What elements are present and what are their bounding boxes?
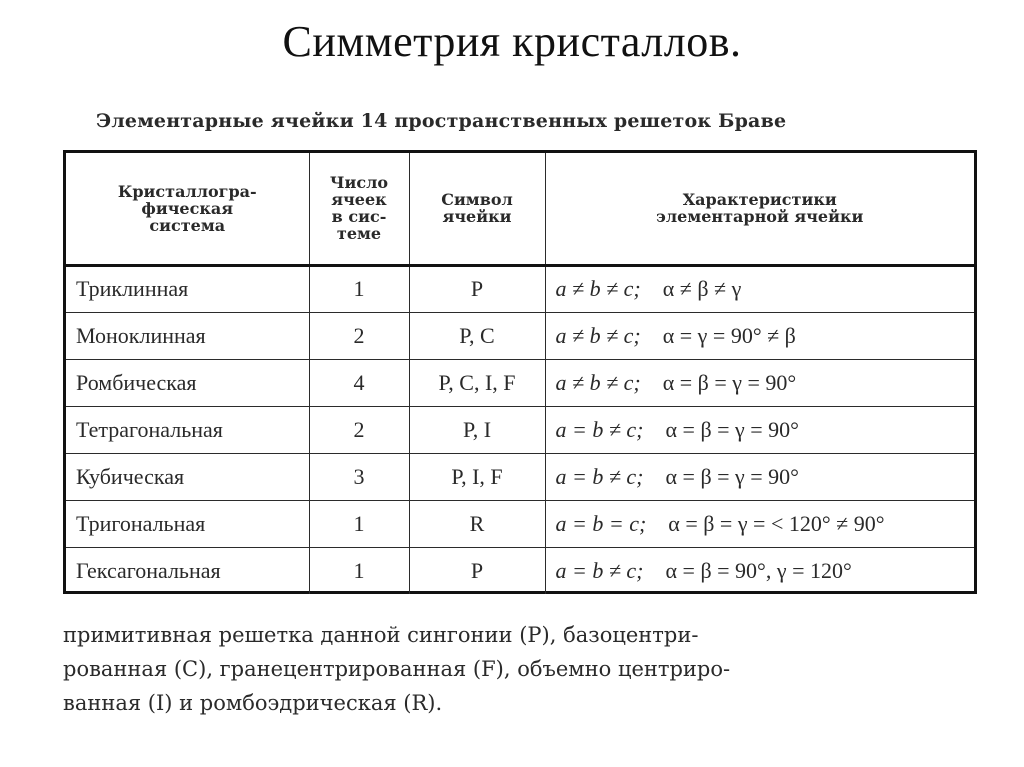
cell-angles: α = γ = 90° ≠ β (662, 322, 796, 348)
cell-symbol: P (409, 265, 545, 312)
cell-count: 3 (309, 453, 409, 500)
cell-system: Моноклинная (66, 312, 309, 359)
cell-count: 4 (309, 359, 409, 406)
cell-count: 1 (309, 547, 409, 594)
cell-characteristics (545, 453, 974, 500)
cell-symbol: P (409, 547, 545, 594)
edge-lengths: a = b = c; (555, 510, 647, 536)
edge-lengths: a ≠ b ≠ c; (555, 322, 641, 348)
table-body (66, 265, 974, 594)
header-symbol: Символ ячейки (409, 153, 545, 265)
cell-characteristics (545, 406, 974, 453)
cell-count: 1 (309, 265, 409, 312)
header-system: Кристаллогра- фическая система (66, 153, 309, 265)
cell-system: Тригональная (66, 500, 309, 547)
footnote-text: примитивная решетка данной сингонии (P), базоцентри- рованная (C), гранецентрированная (F), объемно центриро- ванная (I) и ромбоэдрическая (R). (63, 623, 731, 715)
edge-lengths: a ≠ b ≠ c; (555, 369, 641, 395)
edge-lengths: a = b ≠ c; (555, 463, 644, 489)
cell-count: 1 (309, 500, 409, 547)
cell-characteristics (545, 547, 974, 594)
cell-system: Тетрагональная (66, 406, 309, 453)
cell-angles: α = β = 90°, γ = 120° (665, 557, 852, 583)
cell-system: Кубическая (66, 453, 309, 500)
table-row (66, 547, 974, 594)
table-caption: Элементарные ячейки 14 пространственных решеток Браве (96, 110, 787, 132)
bravais-table-frame (63, 150, 977, 594)
cell-characteristics (545, 359, 974, 406)
slide-title: Симметрия кристаллов. (282, 17, 742, 66)
cell-angles: α ≠ β ≠ γ (662, 276, 742, 301)
edge-lengths: a = b ≠ c; (555, 557, 644, 583)
cell-angles: α = β = γ = < 120° ≠ 90° (668, 510, 885, 536)
header-characteristics: Характеристики элементарной ячейки (545, 153, 974, 265)
cell-angles: α = β = γ = 90° (662, 369, 797, 395)
table-row (66, 265, 974, 312)
cell-symbol: P, I, F (409, 453, 545, 500)
cell-count: 2 (309, 406, 409, 453)
header-count: Число ячеек в сис- теме (309, 153, 409, 265)
cell-angles: α = β = γ = 90° (665, 416, 799, 442)
cell-symbol: P, C, I, F (409, 359, 545, 406)
table-row (66, 500, 974, 547)
bravais-lattice-table (66, 153, 974, 594)
cell-system: Ромбическая (66, 359, 309, 406)
table-header-row (66, 153, 974, 265)
edge-lengths: a = b ≠ c; (555, 416, 644, 442)
table-row (66, 312, 974, 359)
table-row (66, 453, 974, 500)
cell-symbol: P, C (409, 312, 545, 359)
cell-system: Гексагональная (66, 547, 309, 594)
table-row (66, 406, 974, 453)
edge-lengths: a ≠ b ≠ c; (555, 276, 641, 301)
cell-count: 2 (309, 312, 409, 359)
cell-symbol: P, I (409, 406, 545, 453)
cell-system: Триклинная (66, 265, 309, 312)
cell-angles: α = β = γ = 90° (665, 463, 799, 489)
cell-characteristics (545, 500, 974, 547)
table-row (66, 359, 974, 406)
cell-characteristics (545, 312, 974, 359)
cell-symbol: R (409, 500, 545, 547)
cell-characteristics (545, 265, 974, 312)
